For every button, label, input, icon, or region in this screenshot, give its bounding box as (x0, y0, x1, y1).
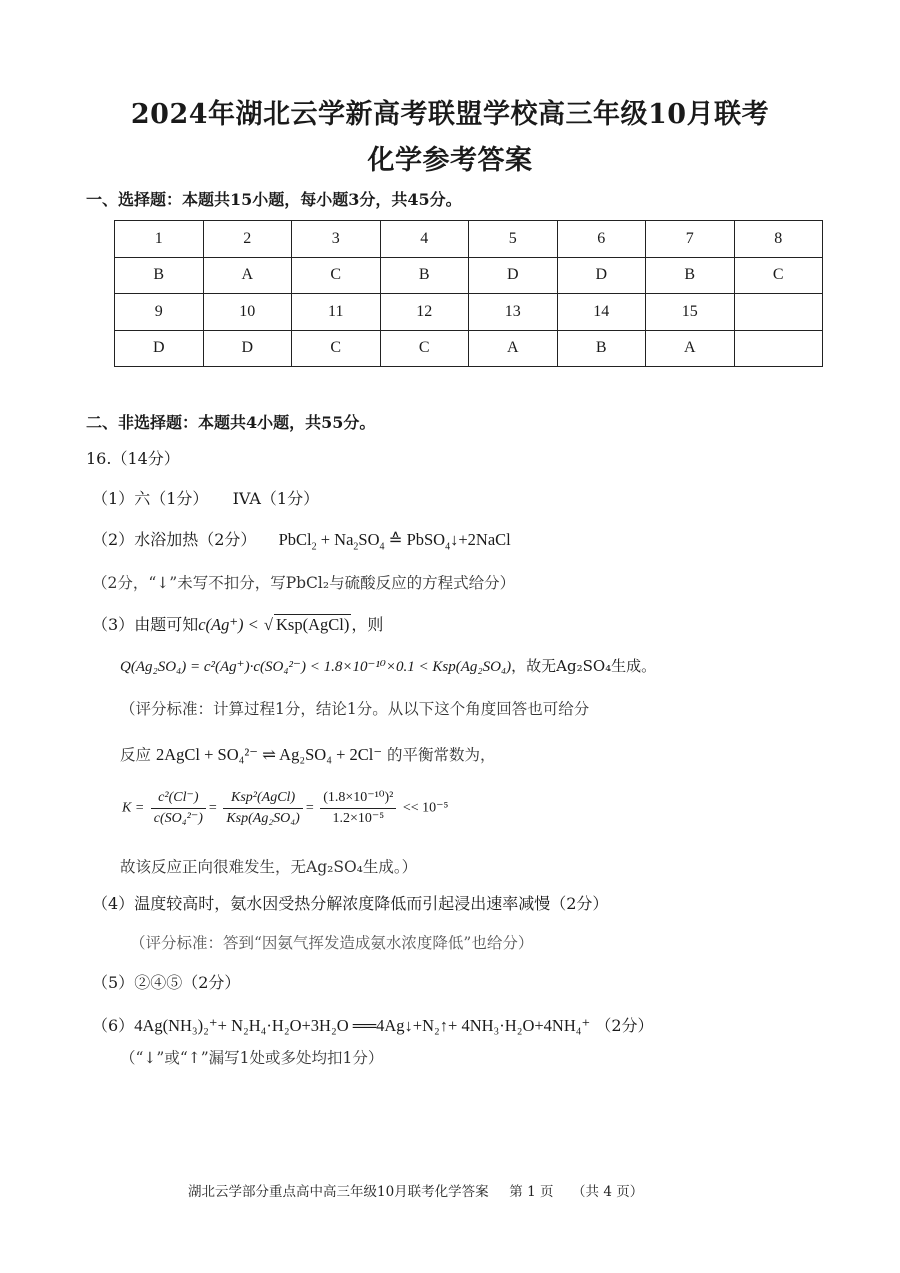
question-number-cell: 6 (557, 221, 646, 258)
question-number-cell: 12 (380, 294, 469, 331)
part-3-sqrt: Ksp(AgCl) (275, 615, 350, 634)
part-3 (92, 612, 383, 635)
part-3-q-line: Q(Ag₂SO₄) = c²(Ag⁺)·c(SO₄²⁻) < 1.8×10⁻¹⁰×0.1 < Ksp(Ag₂SO₄)，故无Ag₂SO₄生成。 (120, 657, 657, 675)
part-6-equation: 4Ag(NH₃)₂⁺+ N₂H₄·H₂O+3H₂O ══4Ag↓+N₂↑+ 4NH₃·H₂O+4NH₄⁺ (134, 1016, 591, 1035)
part-3-alt-reaction: 反应 2AgCl + SO₄²⁻ ⇌ Ag₂SO₄ + 2Cl⁻ 的平衡常数为， (120, 745, 496, 764)
answer-cell (734, 330, 823, 367)
part-2-label: （2） (92, 530, 135, 549)
part-6-note: （“↓”或“↑”漏写1处或多处均扣1分） (120, 1049, 384, 1067)
part-6-points: （2分） (595, 1016, 654, 1035)
part-2 (92, 527, 511, 553)
document-subtitle: 化学参考答案 (367, 145, 533, 176)
question-number-cell: 9 (115, 294, 204, 331)
question-number-cell: 3 (292, 221, 381, 258)
question-number-cell: 4 (380, 221, 469, 258)
answer-cell: A (646, 330, 735, 367)
part-4 (92, 891, 608, 914)
part-2-answer: 水浴加热（2分） (134, 530, 257, 549)
question-number-cell: 2 (203, 221, 292, 258)
answer-cell: D (557, 257, 646, 294)
answer-cell: B (380, 257, 469, 294)
footer-text: 湖北云学部分重点高中高三年级10月联考化学答案 (188, 1184, 489, 1200)
sqrt-symbol: √ (263, 615, 273, 634)
question-number-cell: 1 (115, 221, 204, 258)
part-4-answer: 温度较高时，氨水因受热分解浓度降低而引起浸出速率减慢（2分） (134, 894, 609, 913)
answer-cell: A (469, 330, 558, 367)
part-1-answer-a: 六（1分） (134, 489, 209, 508)
part-4-label: （4） (92, 894, 135, 913)
part-3-intro: 由题可知 (134, 615, 199, 634)
answer-table (114, 220, 823, 367)
answer-cell: D (469, 257, 558, 294)
question-16-label: 16.（14分） (86, 449, 180, 468)
fraction-3: $\frac{\text{(1.8×10⁻¹⁰)²}}{\text{1.2×10⁻⁵}}$ (320, 788, 396, 829)
answer-cell: B (646, 257, 735, 294)
answer-cell: D (115, 330, 204, 367)
part-3-label: （3） (92, 615, 135, 634)
question-number-cell: 5 (469, 221, 558, 258)
answer-row (115, 257, 823, 294)
fraction-1: $\frac{\text{c²(Cl⁻)}}{\text{c(SO₄²⁻)}}$ (151, 788, 206, 829)
part-2-note: （2分，“↓”未写不扣分，写PbCl₂与硫酸反应的方程式给分） (92, 574, 516, 592)
answer-cell: C (734, 257, 823, 294)
question-number-cell: 13 (469, 294, 558, 331)
part-1-label: （1） (92, 489, 135, 508)
part-1-answer-b: IVA（1分） (232, 489, 320, 508)
answer-cell: C (292, 257, 381, 294)
fraction-2: $\frac{\text{Ksp²(AgCl)}}{\text{Ksp(Ag₂SO₄)}}$ (223, 788, 303, 829)
part-3-alt-conclusion: 故该反应正向很难发生，无Ag₂SO₄生成。） (120, 858, 418, 876)
part-5 (92, 970, 240, 993)
question-number-cell: 8 (734, 221, 823, 258)
part-4-rubric: （评分标准：答到“因氨气挥发造成氨水浓度降低”也给分） (130, 934, 534, 952)
answer-cell: C (380, 330, 469, 367)
answer-cell: A (203, 257, 292, 294)
question-number-cell: 10 (203, 294, 292, 331)
page-footer (188, 1180, 643, 1200)
question-number-cell: 11 (292, 294, 381, 331)
part-5-answer: ②④⑤（2分） (134, 973, 241, 992)
answer-cell: C (292, 330, 381, 367)
part-6-label: （6） (92, 1016, 135, 1035)
part-3-rubric: （评分标准：计算过程1分，结论1分。从以下这个角度回答也可给分 (120, 700, 590, 718)
question-number-row (115, 221, 823, 258)
question-number-row (115, 294, 823, 331)
part-6 (92, 1013, 654, 1036)
question-number-cell: 7 (646, 221, 735, 258)
section-2-heading: 二、非选择题：本题共4小题，共55分。 (86, 413, 376, 432)
part-1 (92, 486, 319, 509)
part-3-condition: c(Ag⁺) < (198, 615, 259, 634)
document-title: 2024年湖北云学新高考联盟学校高三年级10月联考 (130, 99, 770, 130)
part-3-k-expression: K = $\frac{\text{c²(Cl⁻)}}{\text{c(SO₄²⁻)}}$ = $\frac{\text{Ksp²(AgCl)}}{\text{Ksp(Ag₂SO₄)}}$ = $\frac{\text{(1.8×10⁻¹⁰)²}}{\text{1.2×10⁻⁵}}$ << 10⁻⁵ (122, 788, 448, 829)
section-1-heading: 一、选择题：本题共15小题，每小题3分，共45分。 (86, 190, 462, 209)
part-5-label: （5） (92, 973, 135, 992)
footer-total-pages: （共 4 页） (572, 1184, 644, 1200)
part-2-equation: PbCl$_2$ + $Na_2SO_4$ ≙ PbSO$_4$↓+2NaCl (278, 530, 511, 553)
answer-cell: B (557, 330, 646, 367)
answer-row (115, 330, 823, 367)
answer-cell: D (203, 330, 292, 367)
part-3-then: ，则 (351, 615, 384, 634)
question-number-cell (734, 294, 823, 331)
answer-cell: B (115, 257, 204, 294)
question-number-cell: 15 (646, 294, 735, 331)
footer-page-number: 第 1 页 (509, 1184, 554, 1200)
question-number-cell: 14 (557, 294, 646, 331)
